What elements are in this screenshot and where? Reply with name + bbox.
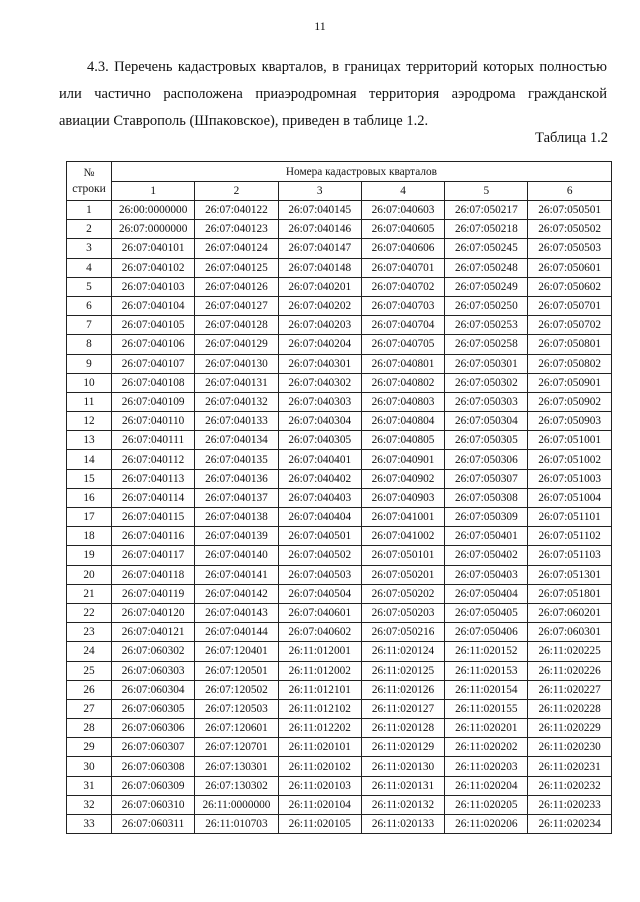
- cadastral-number-cell: 26:07:050801: [528, 335, 611, 354]
- cadastral-number-cell: 26:07:050701: [528, 296, 611, 315]
- cadastral-number-cell: 26:07:060301: [528, 623, 611, 642]
- row-number-cell: 27: [67, 699, 112, 718]
- cadastral-number-cell: 26:11:020229: [528, 719, 611, 738]
- cadastral-number-cell: 26:07:040144: [195, 623, 278, 642]
- cadastral-number-cell: 26:07:040602: [278, 623, 361, 642]
- table-row: [67, 258, 612, 277]
- table-row: [67, 776, 612, 795]
- cadastral-number-cell: 26:11:020225: [528, 642, 611, 661]
- cadastral-number-cell: 26:07:050307: [445, 469, 528, 488]
- cadastral-number-cell: 26:07:040114: [112, 488, 195, 507]
- cadastral-number-cell: 26:07:040131: [195, 373, 278, 392]
- cadastral-number-cell: 26:07:050253: [445, 316, 528, 335]
- table-row: [67, 508, 612, 527]
- cadastral-number-cell: 26:07:050302: [445, 373, 528, 392]
- cadastral-number-cell: 26:07:040804: [361, 412, 444, 431]
- cadastral-number-cell: 26:11:020105: [278, 815, 361, 834]
- cadastral-number-cell: 26:07:040128: [195, 316, 278, 335]
- cadastral-number-cell: 26:07:040301: [278, 354, 361, 373]
- cadastral-number-cell: 26:07:060303: [112, 661, 195, 680]
- cadastral-number-cell: 26:07:040404: [278, 508, 361, 527]
- cadastral-number-cell: 26:07:050304: [445, 412, 528, 431]
- cadastral-number-cell: 26:07:040402: [278, 469, 361, 488]
- cadastral-number-cell: 26:11:020201: [445, 719, 528, 738]
- cadastral-number-cell: 26:07:050245: [445, 239, 528, 258]
- cadastral-number-cell: 26:07:060310: [112, 795, 195, 814]
- cadastral-number-cell: 26:07:040805: [361, 431, 444, 450]
- cadastral-number-cell: 26:07:040112: [112, 450, 195, 469]
- cadastral-number-cell: 26:07:050402: [445, 546, 528, 565]
- cadastral-number-cell: 26:11:020124: [361, 642, 444, 661]
- cadastral-number-cell: 26:11:012002: [278, 661, 361, 680]
- cadastral-number-cell: 26:07:040902: [361, 469, 444, 488]
- cadastral-number-cell: 26:07:050501: [528, 201, 611, 220]
- row-number-cell: 32: [67, 795, 112, 814]
- table-row: [67, 335, 612, 354]
- cadastral-number-cell: 26:07:040801: [361, 354, 444, 373]
- cadastral-number-cell: 26:07:040148: [278, 258, 361, 277]
- cadastral-number-cell: 26:07:040303: [278, 392, 361, 411]
- cadastral-number-cell: 26:07:040126: [195, 277, 278, 296]
- table-row: [67, 642, 612, 661]
- cadastral-number-cell: 26:07:060302: [112, 642, 195, 661]
- cadastral-number-cell: 26:11:020204: [445, 776, 528, 795]
- cadastral-number-cell: 26:07:040201: [278, 277, 361, 296]
- cadastral-number-cell: 26:11:020101: [278, 738, 361, 757]
- table-row: [67, 296, 612, 315]
- row-number-cell: 5: [67, 277, 112, 296]
- table-row: [67, 623, 612, 642]
- cadastral-number-cell: 26:07:040141: [195, 565, 278, 584]
- cadastral-number-cell: 26:07:050802: [528, 354, 611, 373]
- cadastral-number-cell: 26:07:040606: [361, 239, 444, 258]
- cadastral-number-cell: 26:07:051102: [528, 527, 611, 546]
- cadastral-number-cell: 26:07:040138: [195, 508, 278, 527]
- column-number-header: 3: [278, 182, 361, 201]
- cadastral-number-cell: 26:07:050308: [445, 488, 528, 507]
- cadastral-number-cell: 26:07:040115: [112, 508, 195, 527]
- cadastral-number-cell: 26:07:040903: [361, 488, 444, 507]
- cadastral-number-cell: 26:07:040101: [112, 239, 195, 258]
- cadastral-number-cell: 26:07:040107: [112, 354, 195, 373]
- cadastral-number-cell: 26:07:041001: [361, 508, 444, 527]
- cadastral-number-cell: 26:07:040603: [361, 201, 444, 220]
- cadastral-number-cell: 26:07:050903: [528, 412, 611, 431]
- row-number-cell: 6: [67, 296, 112, 315]
- row-number-cell: 13: [67, 431, 112, 450]
- table-caption: Таблица 1.2: [535, 130, 608, 146]
- cadastral-number-cell: 26:11:020230: [528, 738, 611, 757]
- row-number-cell: 10: [67, 373, 112, 392]
- cadastral-number-cell: 26:11:020234: [528, 815, 611, 834]
- cadastral-number-cell: 26:07:051301: [528, 565, 611, 584]
- table-row: [67, 373, 612, 392]
- cadastral-number-cell: 26:07:040503: [278, 565, 361, 584]
- cadastral-number-cell: 26:07:051001: [528, 431, 611, 450]
- cadastral-number-cell: 26:07:040202: [278, 296, 361, 315]
- cadastral-number-cell: 26:07:050202: [361, 584, 444, 603]
- table-row: [67, 431, 612, 450]
- cadastral-number-cell: 26:07:050258: [445, 335, 528, 354]
- cadastral-number-cell: 26:07:040304: [278, 412, 361, 431]
- cadastral-number-cell: 26:07:060307: [112, 738, 195, 757]
- cadastral-number-cell: 26:07:050901: [528, 373, 611, 392]
- table-row: [67, 699, 612, 718]
- cadastral-number-cell: 26:07:051801: [528, 584, 611, 603]
- cadastral-number-cell: 26:07:040117: [112, 546, 195, 565]
- column-number-header: 6: [528, 182, 611, 201]
- cadastral-number-cell: 26:11:020131: [361, 776, 444, 795]
- table-row: [67, 277, 612, 296]
- cadastral-number-cell: 26:11:020152: [445, 642, 528, 661]
- cadastral-number-cell: 26:11:020233: [528, 795, 611, 814]
- row-number-cell: 21: [67, 584, 112, 603]
- page-number: 11: [314, 19, 326, 33]
- cadastral-number-cell: 26:07:040143: [195, 603, 278, 622]
- row-number-cell: 24: [67, 642, 112, 661]
- cadastral-number-cell: 26:07:060309: [112, 776, 195, 795]
- table-row: [67, 565, 612, 584]
- row-number-cell: 25: [67, 661, 112, 680]
- column-number-header: 4: [361, 182, 444, 201]
- row-number-cell: 17: [67, 508, 112, 527]
- cadastral-number-cell: 26:11:020228: [528, 699, 611, 718]
- cadastral-number-cell: 26:07:050601: [528, 258, 611, 277]
- table-row: [67, 527, 612, 546]
- row-number-cell: 20: [67, 565, 112, 584]
- cadastral-number-cell: 26:11:020127: [361, 699, 444, 718]
- cadastral-number-cell: 26:07:060304: [112, 680, 195, 699]
- row-number-cell: 19: [67, 546, 112, 565]
- row-number-cell: 11: [67, 392, 112, 411]
- cadastral-number-cell: 26:07:040139: [195, 527, 278, 546]
- cadastral-number-cell: 26:07:040501: [278, 527, 361, 546]
- row-number-cell: 7: [67, 316, 112, 335]
- column-number-header: 1: [112, 182, 195, 201]
- cadastral-number-cell: 26:07:050405: [445, 603, 528, 622]
- cadastral-number-cell: 26:07:060201: [528, 603, 611, 622]
- cadastral-number-cell: 26:07:051101: [528, 508, 611, 527]
- row-number-cell: 16: [67, 488, 112, 507]
- cadastral-number-cell: 26:07:040803: [361, 392, 444, 411]
- cadastral-number-cell: 26:11:010703: [195, 815, 278, 834]
- cadastral-number-cell: 26:11:020132: [361, 795, 444, 814]
- row-number-cell: 18: [67, 527, 112, 546]
- cadastral-number-cell: 26:07:060311: [112, 815, 195, 834]
- cadastral-number-cell: 26:11:012202: [278, 719, 361, 738]
- cadastral-number-cell: 26:07:040701: [361, 258, 444, 277]
- row-number-cell: 15: [67, 469, 112, 488]
- cadastral-number-cell: 26:11:020130: [361, 757, 444, 776]
- cadastral-number-cell: 26:07:050248: [445, 258, 528, 277]
- cadastral-number-cell: 26:07:041002: [361, 527, 444, 546]
- cadastral-number-cell: 26:07:050502: [528, 220, 611, 239]
- table-row: [67, 795, 612, 814]
- cadastral-number-cell: 26:07:130301: [195, 757, 278, 776]
- cadastral-number-cell: 26:07:040147: [278, 239, 361, 258]
- cadastral-number-cell: 26:11:020102: [278, 757, 361, 776]
- cadastral-number-cell: 26:11:012001: [278, 642, 361, 661]
- cadastral-number-cell: 26:11:020128: [361, 719, 444, 738]
- cadastral-number-cell: 26:11:020226: [528, 661, 611, 680]
- cadastral-number-cell: 26:07:060306: [112, 719, 195, 738]
- table-row: [67, 738, 612, 757]
- cadastral-number-cell: 26:07:040133: [195, 412, 278, 431]
- cadastral-number-cell: 26:11:020205: [445, 795, 528, 814]
- cadastral-number-cell: 26:07:040127: [195, 296, 278, 315]
- table-row: [67, 815, 612, 834]
- cadastral-number-cell: 26:11:020129: [361, 738, 444, 757]
- cadastral-number-cell: 26:07:040140: [195, 546, 278, 565]
- row-number-cell: 29: [67, 738, 112, 757]
- cadastral-number-cell: 26:11:020232: [528, 776, 611, 795]
- cadastral-number-cell: 26:07:130302: [195, 776, 278, 795]
- cadastral-number-cell: 26:07:040145: [278, 201, 361, 220]
- cadastral-number-cell: 26:07:040703: [361, 296, 444, 315]
- cadastral-number-cell: 26:07:040605: [361, 220, 444, 239]
- cadastral-number-cell: 26:07:050503: [528, 239, 611, 258]
- cadastral-number-cell: 26:07:050303: [445, 392, 528, 411]
- cadastral-number-cell: 26:07:040504: [278, 584, 361, 603]
- cadastral-number-cell: 26:11:020155: [445, 699, 528, 718]
- row-number-cell: 3: [67, 239, 112, 258]
- group-header: Номера кадастровых кварталов: [112, 162, 612, 182]
- cadastral-number-cell: 26:07:040109: [112, 392, 195, 411]
- table-row: [67, 220, 612, 239]
- row-number-cell: 22: [67, 603, 112, 622]
- cadastral-number-cell: 26:07:051004: [528, 488, 611, 507]
- cadastral-number-cell: 26:07:040305: [278, 431, 361, 450]
- cadastral-number-cell: 26:07:120701: [195, 738, 278, 757]
- table-row: [67, 546, 612, 565]
- cadastral-number-cell: 26:07:120601: [195, 719, 278, 738]
- cadastral-number-cell: 26:11:020203: [445, 757, 528, 776]
- cadastral-number-cell: 26:07:120401: [195, 642, 278, 661]
- cadastral-number-cell: 26:07:050216: [361, 623, 444, 642]
- cadastral-number-cell: 26:07:040302: [278, 373, 361, 392]
- table-row: [67, 488, 612, 507]
- cadastral-number-cell: 26:07:0000000: [112, 220, 195, 239]
- table-row: [67, 469, 612, 488]
- column-number-header: 5: [445, 182, 528, 201]
- section-paragraph: 4.3. Перечень кадастровых кварталов, в границах территорий которых полностью или частично расположена приаэродромная территория аэродрома гражданской авиации Ставрополь (Шпаковское), приведен в таблице 1.2.: [59, 59, 607, 129]
- cadastral-number-cell: 26:11:020126: [361, 680, 444, 699]
- cadastral-number-cell: 26:07:050702: [528, 316, 611, 335]
- cadastral-number-cell: 26:07:040129: [195, 335, 278, 354]
- cadastral-number-cell: 26:07:050602: [528, 277, 611, 296]
- cadastral-number-cell: 26:07:040125: [195, 258, 278, 277]
- cadastral-number-cell: 26:07:040106: [112, 335, 195, 354]
- cadastral-number-cell: 26:11:012102: [278, 699, 361, 718]
- table-row: [67, 450, 612, 469]
- cadastral-number-cell: 26:07:040142: [195, 584, 278, 603]
- cadastral-number-cell: 26:07:040103: [112, 277, 195, 296]
- row-number-cell: 8: [67, 335, 112, 354]
- cadastral-number-cell: 26:07:040802: [361, 373, 444, 392]
- cadastral-number-cell: 26:07:040702: [361, 277, 444, 296]
- column-number-header: 2: [195, 182, 278, 201]
- row-number-cell: 4: [67, 258, 112, 277]
- cadastral-number-cell: 26:07:040130: [195, 354, 278, 373]
- cadastral-number-cell: 26:07:040704: [361, 316, 444, 335]
- cadastral-number-cell: 26:07:050201: [361, 565, 444, 584]
- cadastral-number-cell: 26:11:020125: [361, 661, 444, 680]
- cadastral-number-cell: 26:07:040502: [278, 546, 361, 565]
- row-number-cell: 9: [67, 354, 112, 373]
- cadastral-number-cell: 26:07:050306: [445, 450, 528, 469]
- row-number-cell: 14: [67, 450, 112, 469]
- cadastral-number-cell: 26:07:040601: [278, 603, 361, 622]
- table-row: [67, 239, 612, 258]
- cadastral-number-cell: 26:11:020227: [528, 680, 611, 699]
- table-row: [67, 412, 612, 431]
- cadastral-number-cell: 26:07:120501: [195, 661, 278, 680]
- cadastral-number-cell: 26:11:020103: [278, 776, 361, 795]
- cadastral-number-cell: 26:07:040403: [278, 488, 361, 507]
- cadastral-number-cell: 26:07:040705: [361, 335, 444, 354]
- row-number-cell: 26: [67, 680, 112, 699]
- cadastral-number-cell: 26:07:050404: [445, 584, 528, 603]
- cadastral-number-cell: 26:11:020154: [445, 680, 528, 699]
- cadastral-number-cell: 26:07:040135: [195, 450, 278, 469]
- cadastral-number-cell: 26:07:040113: [112, 469, 195, 488]
- cadastral-number-cell: 26:00:0000000: [112, 201, 195, 220]
- cadastral-number-cell: 26:07:040401: [278, 450, 361, 469]
- cadastral-number-cell: 26:07:060308: [112, 757, 195, 776]
- table-row: [67, 757, 612, 776]
- cadastral-number-cell: 26:07:050249: [445, 277, 528, 296]
- cadastral-number-cell: 26:07:120503: [195, 699, 278, 718]
- cadastral-number-cell: 26:11:020206: [445, 815, 528, 834]
- cadastral-number-cell: 26:07:040146: [278, 220, 361, 239]
- table-row: [67, 603, 612, 622]
- cadastral-number-cell: 26:07:040118: [112, 565, 195, 584]
- cadastral-number-cell: 26:07:040104: [112, 296, 195, 315]
- cadastral-number-cell: 26:07:050203: [361, 603, 444, 622]
- row-number-cell: 23: [67, 623, 112, 642]
- table-row: [67, 719, 612, 738]
- cadastral-number-cell: 26:11:020133: [361, 815, 444, 834]
- cadastral-number-cell: 26:07:050401: [445, 527, 528, 546]
- table-row: [67, 584, 612, 603]
- cadastral-number-cell: 26:11:020153: [445, 661, 528, 680]
- table-row: [67, 316, 612, 335]
- table-row: [67, 201, 612, 220]
- cadastral-number-cell: 26:07:040136: [195, 469, 278, 488]
- table-row: [67, 354, 612, 373]
- row-number-cell: 1: [67, 201, 112, 220]
- cadastral-number-cell: 26:07:051002: [528, 450, 611, 469]
- cadastral-number-cell: 26:07:040204: [278, 335, 361, 354]
- cadastral-number-cell: 26:11:012101: [278, 680, 361, 699]
- cadastral-number-cell: 26:11:020231: [528, 757, 611, 776]
- cadastral-number-cell: 26:07:040123: [195, 220, 278, 239]
- cadastral-number-cell: 26:07:050101: [361, 546, 444, 565]
- row-number-header: № строки: [67, 162, 112, 201]
- cadastral-number-cell: 26:07:040110: [112, 412, 195, 431]
- cadastral-number-cell: 26:11:020202: [445, 738, 528, 757]
- cadastral-number-cell: 26:11:020104: [278, 795, 361, 814]
- cadastral-number-cell: 26:07:040120: [112, 603, 195, 622]
- row-number-cell: 28: [67, 719, 112, 738]
- row-number-cell: 12: [67, 412, 112, 431]
- cadastral-number-cell: 26:07:040203: [278, 316, 361, 335]
- cadastral-number-cell: 26:07:060305: [112, 699, 195, 718]
- cadastral-number-cell: 26:07:120502: [195, 680, 278, 699]
- cadastral-number-cell: 26:11:0000000: [195, 795, 278, 814]
- cadastral-number-cell: 26:07:050305: [445, 431, 528, 450]
- cadastral-number-cell: 26:07:040122: [195, 201, 278, 220]
- cadastral-number-cell: 26:07:040134: [195, 431, 278, 450]
- cadastral-number-cell: 26:07:050218: [445, 220, 528, 239]
- cadastral-number-cell: 26:07:040124: [195, 239, 278, 258]
- cadastral-number-cell: 26:07:050406: [445, 623, 528, 642]
- cadastral-number-cell: 26:07:040111: [112, 431, 195, 450]
- table-row: [67, 661, 612, 680]
- cadastral-number-cell: 26:07:040137: [195, 488, 278, 507]
- cadastral-number-cell: 26:07:051003: [528, 469, 611, 488]
- row-number-cell: 30: [67, 757, 112, 776]
- cadastral-number-cell: 26:07:040102: [112, 258, 195, 277]
- cadastral-number-cell: 26:07:050301: [445, 354, 528, 373]
- row-number-cell: 2: [67, 220, 112, 239]
- cadastral-quarters-table: [66, 161, 612, 834]
- cadastral-number-cell: 26:07:040108: [112, 373, 195, 392]
- cadastral-number-cell: 26:07:040132: [195, 392, 278, 411]
- row-number-cell: 33: [67, 815, 112, 834]
- cadastral-number-cell: 26:07:050250: [445, 296, 528, 315]
- table-row: [67, 680, 612, 699]
- table-row: [67, 392, 612, 411]
- cadastral-number-cell: 26:07:040105: [112, 316, 195, 335]
- cadastral-number-cell: 26:07:050217: [445, 201, 528, 220]
- cadastral-number-cell: 26:07:051103: [528, 546, 611, 565]
- row-number-cell: 31: [67, 776, 112, 795]
- cadastral-number-cell: 26:07:040121: [112, 623, 195, 642]
- cadastral-number-cell: 26:07:050902: [528, 392, 611, 411]
- cadastral-number-cell: 26:07:040116: [112, 527, 195, 546]
- cadastral-number-cell: 26:07:040901: [361, 450, 444, 469]
- cadastral-number-cell: 26:07:050403: [445, 565, 528, 584]
- cadastral-number-cell: 26:07:050309: [445, 508, 528, 527]
- cadastral-number-cell: 26:07:040119: [112, 584, 195, 603]
